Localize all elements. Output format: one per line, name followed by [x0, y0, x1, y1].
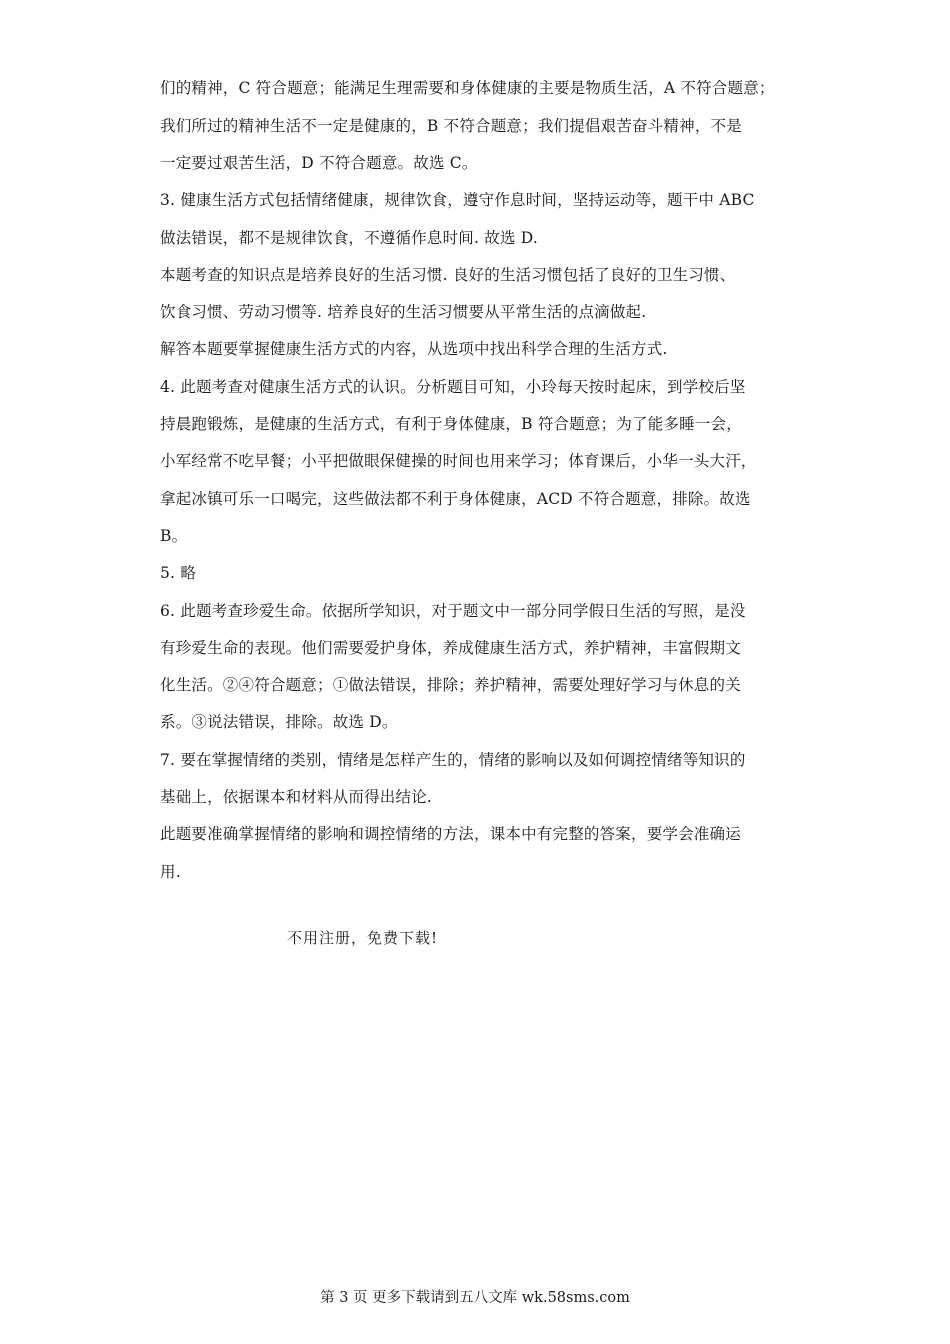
- text-line: 本题考查的知识点是培养良好的生活习惯. 良好的生活习惯包括了良好的卫生习惯、: [160, 266, 736, 284]
- text-line: 做法错误，都不是规律饮食，不遵循作息时间. 故选 D.: [160, 229, 538, 247]
- text-line: 用.: [160, 863, 181, 881]
- download-notice: 不用注册，免费下载!: [287, 929, 439, 947]
- text-line: 小军经常不吃早餐；小平把做眼保健操的时间也用来学习；体育课后，小华一头大汗，: [160, 452, 757, 470]
- text-line: 拿起冰镇可乐一口喝完，这些做法都不利于身体健康，ACD 不符合题意，排除。故选: [160, 490, 751, 508]
- text-line: 5. 略: [160, 564, 197, 582]
- text-line: 系。③说法错误，排除。故选 D。: [160, 713, 398, 731]
- text-line: 我们所过的精神生活不一定是健康的，B 不符合题意；我们提倡艰苦奋斗精神，不是: [160, 117, 742, 135]
- text-line: B。: [160, 527, 188, 545]
- text-line: 3. 健康生活方式包括情绪健康，规律饮食，遵守作息时间，坚持运动等，题干中 ABC: [160, 191, 755, 209]
- text-line: 6. 此题考查珍爱生命。依据所学知识，对于题文中一部分同学假日生活的写照，是没: [160, 602, 746, 620]
- text-line: 4. 此题考查对健康生活方式的认识。分析题目可知，小玲每天按时起床，到学校后坚: [160, 378, 746, 396]
- text-line: 解答本题要掌握健康生活方式的内容，从选项中找出科学合理的生活方式.: [160, 340, 668, 358]
- text-line: 化生活。②④符合题意；①做法错误，排除；养护精神，需要处理好学习与休息的关: [160, 676, 741, 694]
- text-line: 7. 要在掌握情绪的类别，情绪是怎样产生的，情绪的影响以及如何调控情绪等知识的: [160, 751, 746, 769]
- text-line: 持晨跑锻炼，是健康的生活方式，有利于身体健康，B 符合题意；为了能多睡一会，: [160, 415, 742, 433]
- page-footer: 第 3 页 更多下载请到五八文库 wk.58sms.com: [320, 1290, 630, 1306]
- text-line: 此题要准确掌握情绪的影响和调控情绪的方法，课本中有完整的答案，要学会准确运: [160, 825, 741, 843]
- text-line: 一定要过艰苦生活，D 不符合题意。故选 C。: [160, 154, 478, 172]
- text-line: 基础上，依据课本和材料从而得出结论.: [160, 788, 433, 806]
- text-line: 们的精神，C 符合题意；能满足生理需要和身体健康的主要是物质生活，A 不符合题意；: [160, 79, 775, 97]
- text-line: 饮食习惯、劳动习惯等. 培养良好的生活习惯要从平常生活的点滴做起.: [160, 303, 647, 321]
- text-line: 有珍爱生命的表现。他们需要爱护身体，养成健康生活方式，养护精神，丰富假期文: [160, 639, 741, 657]
